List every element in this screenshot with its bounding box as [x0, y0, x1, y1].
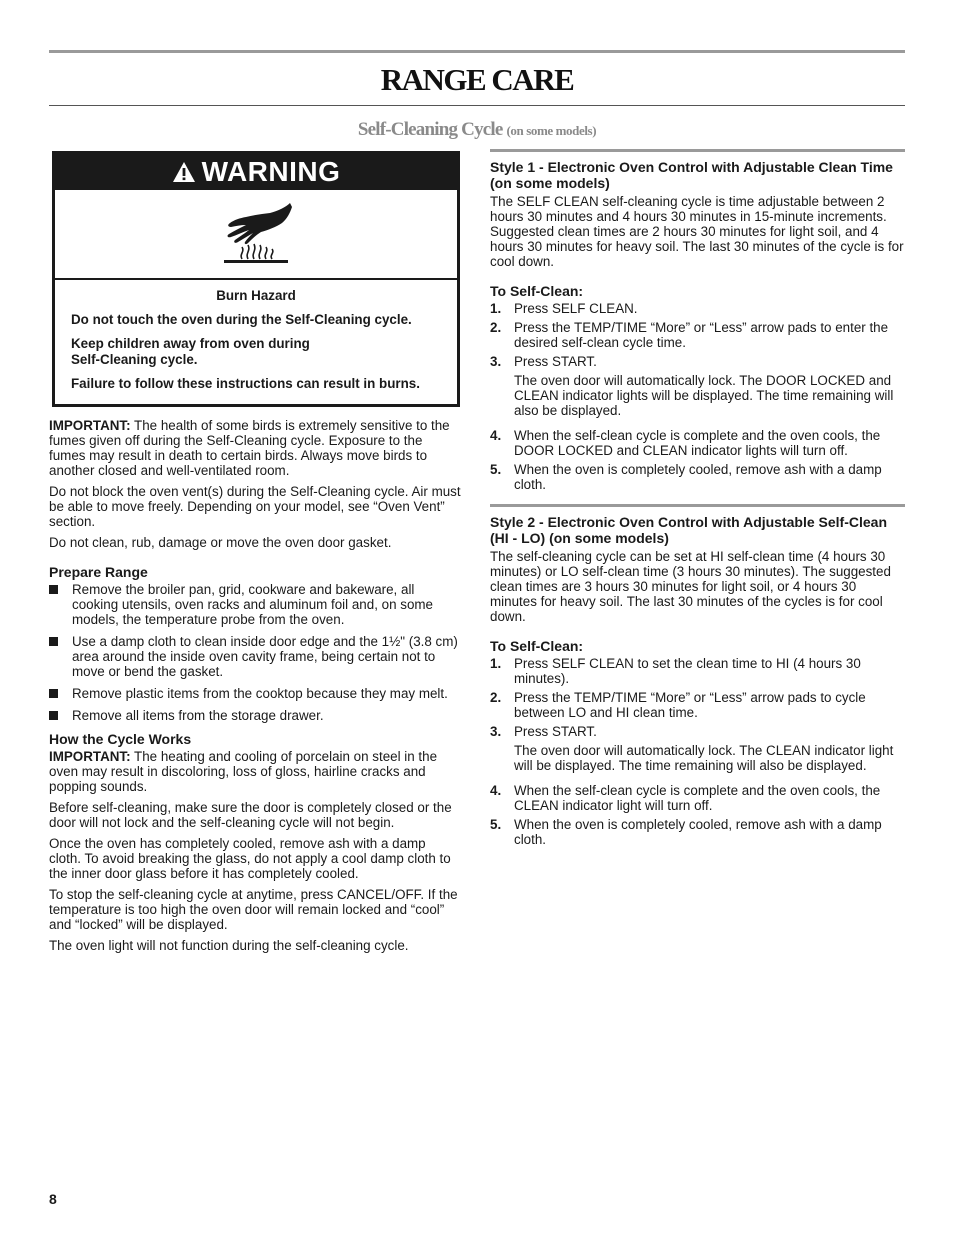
step-item: [490, 428, 905, 458]
step-item: [490, 817, 905, 847]
warning-label: WARNING: [201, 156, 341, 187]
step-text: Press SELF CLEAN.: [514, 301, 638, 316]
page-title: RANGE CARE: [380, 62, 574, 97]
style1-title: Style 1 - Electronic Oven Control with Adjustable Clean Time (on some models): [490, 159, 893, 191]
step-number: 1.: [490, 301, 502, 316]
step-number: 4.: [490, 783, 502, 798]
cycle-important: [49, 749, 461, 794]
style1-steps-heading: To Self-Clean:: [490, 283, 584, 299]
step-item: [490, 690, 905, 720]
step-subtext: The oven door will automatically lock. The CLEAN indicator light will be displayed. The time remaining will also be displayed.: [514, 743, 894, 773]
warning-triangle-icon: [172, 161, 196, 183]
important-text: The health of some birds is extremely sensitive to the fumes given off during the Self-Cleaning cycle. Exposure to the fumes may result in death to certain birds. Always move birds to another closed and well-ventilated room.: [49, 418, 450, 478]
bullet-square-icon: [49, 585, 58, 594]
step-text: Press SELF CLEAN to set the clean time to HI (4 hours 30 minutes).: [514, 656, 861, 686]
step-item: [490, 783, 905, 813]
step-subtext: The oven door will automatically lock. The DOOR LOCKED and CLEAN indicator lights will be displayed. The time remaining will also be displayed.: [514, 373, 894, 418]
step-item: [490, 320, 905, 350]
cycle-important-label: IMPORTANT:: [49, 749, 131, 764]
step-item: [490, 724, 905, 773]
list-item-text: Remove the broiler pan, grid, cookware and bakeware, all cooking utensils, oven racks and aluminum foil and, on some models, the temperature probe from the oven.: [72, 582, 433, 627]
step-text: Press START.: [514, 354, 597, 369]
section-title-note: (on some models): [506, 123, 597, 138]
step-number: 5.: [490, 462, 502, 477]
warning-header: [55, 154, 457, 190]
warning-image: [55, 190, 457, 280]
vent-text: Do not block the oven vent(s) during the Self-Cleaning cycle. Air must be able to move freely. Depending on your model, see “Oven Vent” section.: [49, 484, 461, 529]
section-title: [49, 118, 905, 143]
cycle-paragraph: Once the oven has completely cooled, remove ash with a damp cloth. To avoid breaking the glass, do not apply a cool damp cloth to the inner door glass before it has completely cooled.: [49, 836, 451, 881]
bullet-square-icon: [49, 689, 58, 698]
step-text: When the self-clean cycle is complete and the oven cools, the CLEAN indicator light will turn off.: [514, 783, 881, 813]
step-text: When the self-clean cycle is complete and the oven cools, the DOOR LOCKED and CLEAN indicator lights will turn off.: [514, 428, 881, 458]
list-item-text: Use a damp cloth to clean inside door edge and the 1½" (3.8 cm) area around the inside oven cavity frame, being certain not to move or bend the gasket.: [72, 634, 458, 679]
section-title-text: Self-Cleaning Cycle: [357, 119, 503, 140]
step-item: [490, 656, 905, 686]
cycle-paragraph: The oven light will not function during the self-cleaning cycle.: [49, 938, 409, 953]
list-item-text: Remove all items from the storage drawer.: [72, 708, 324, 723]
burn-hazard-hand-icon: [216, 201, 296, 267]
step-number: 1.: [490, 656, 502, 671]
list-item: [49, 686, 461, 701]
prepare-list: [49, 582, 461, 723]
style1-rule: [490, 149, 905, 152]
warning-line: Do not touch the oven during the Self-Cleaning cycle.: [71, 312, 412, 327]
important-label: IMPORTANT:: [49, 418, 131, 433]
style2-rule: [490, 504, 905, 507]
prepare-heading: Prepare Range: [49, 564, 148, 580]
step-number: 3.: [490, 354, 502, 369]
step-text: Press START.: [514, 724, 597, 739]
step-number: 2.: [490, 690, 502, 705]
step-number: 3.: [490, 724, 502, 739]
style1-intro: The SELF CLEAN self-cleaning cycle is time adjustable between 2 hours 30 minutes and 4 hours 30 minutes in 15-minute increments. Suggested clean times are 2 hours 30 minutes for light soil, and 4 hours 30 minutes for heavy soil. The last 30 minutes of the cycle is for cool down.: [490, 194, 904, 269]
title-rule: [49, 105, 905, 106]
step-text: When the oven is completely cooled, remove ash with a damp cloth.: [514, 462, 882, 492]
cycle-heading: How the Cycle Works: [49, 731, 192, 747]
important-birds: [49, 418, 461, 478]
warning-hazard: Burn Hazard: [216, 288, 296, 303]
warning-text: [55, 280, 457, 392]
left-column: [49, 418, 461, 959]
step-number: 2.: [490, 320, 502, 335]
list-item: [49, 634, 461, 679]
top-rule: [49, 50, 905, 53]
warning-line: Failure to follow these instructions can result in burns.: [71, 376, 420, 391]
list-item-text: Remove plastic items from the cooktop because they may melt.: [72, 686, 448, 701]
step-text: When the oven is completely cooled, remove ash with a damp cloth.: [514, 817, 882, 847]
style2-steps: [490, 656, 905, 847]
style1-steps: [490, 301, 905, 492]
step-item: [490, 301, 905, 316]
style2-intro: The self-cleaning cycle can be set at HI self-clean time (4 hours 30 minutes) or LO self-clean time (3 hours 30 minutes). The suggested clean times are 3 hours 30 minutes for light soil, or 4 hours 30 minutes for heavy soil. The last 30 minutes of the cycles is for cool down.: [490, 549, 891, 624]
style2-steps-heading: To Self-Clean:: [490, 638, 584, 654]
step-item: [490, 354, 905, 418]
style2-title: Style 2 - Electronic Oven Control with Adjustable Self-Clean (HI - LO) (on some models): [490, 514, 887, 546]
bullet-square-icon: [49, 711, 58, 720]
cycle-paragraph: Before self-cleaning, make sure the door is completely closed or the door will not lock and the self-cleaning cycle will not begin.: [49, 800, 452, 830]
warning-line: Keep children away from oven during Self-Cleaning cycle.: [71, 336, 310, 367]
cycle-important-text: The heating and cooling of porcelain on steel in the oven may result in discoloring, loss of gloss, hairline cracks and popping sounds.: [49, 749, 438, 794]
warning-box: [52, 151, 460, 407]
gasket-text: Do not clean, rub, damage or move the oven door gasket.: [49, 535, 392, 550]
right-column: [490, 149, 905, 851]
page-number: 8: [49, 1191, 57, 1207]
step-item: [490, 462, 905, 492]
list-item: [49, 708, 461, 723]
list-item: [49, 582, 461, 627]
bullet-square-icon: [49, 637, 58, 646]
cycle-paragraph: To stop the self-cleaning cycle at anytime, press CANCEL/OFF. If the temperature is too high the oven door will remain locked and “cool” and “locked” will be displayed.: [49, 887, 458, 932]
step-number: 5.: [490, 817, 502, 832]
step-number: 4.: [490, 428, 502, 443]
step-text: Press the TEMP/TIME “More” or “Less” arrow pads to enter the desired self-clean cycle time.: [514, 320, 889, 350]
step-text: Press the TEMP/TIME “More” or “Less” arrow pads to cycle between LO and HI clean time.: [514, 690, 866, 720]
